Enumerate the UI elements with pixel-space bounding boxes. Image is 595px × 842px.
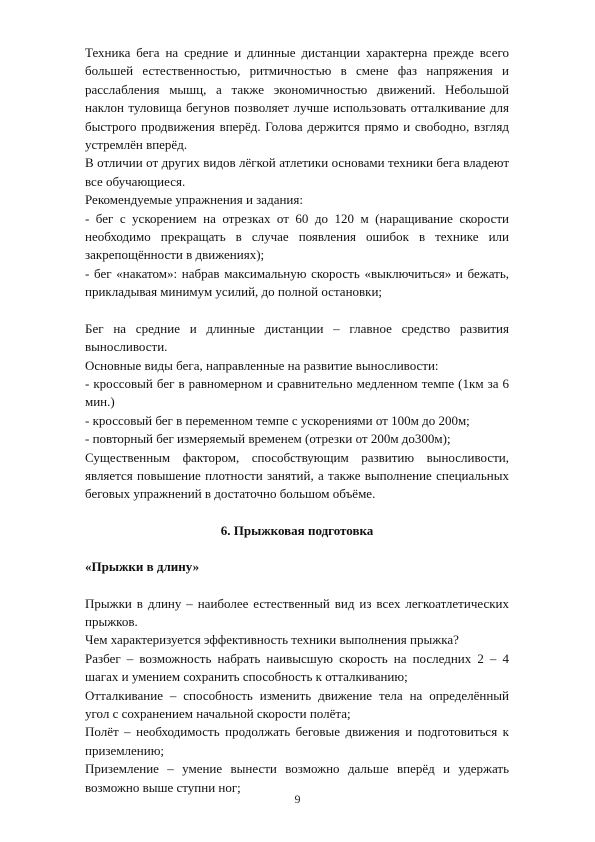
running-type-item: - кроссовый бег в переменном темпе с ускорениями от 100м до 200м; bbox=[85, 412, 470, 428]
running-types-intro: Основные виды бега, направленные на развитие выносливости: bbox=[85, 357, 439, 373]
spacer bbox=[85, 577, 509, 595]
running-basics-paragraph: В отличии от других видов лёгкой атлетики основами техники бега владеют все обучающиеся. bbox=[85, 155, 509, 189]
page-body bbox=[85, 44, 509, 797]
jump-efficiency-question: Чем характеризуется эффективность техники выполнения прыжка? bbox=[85, 632, 459, 648]
spacer bbox=[85, 504, 509, 522]
running-type-item: - кроссовый бег в равномерном и сравнительно медленном темпе (1км за 6 мин.) bbox=[85, 375, 509, 410]
subsection-heading: «Прыжки в длину» bbox=[85, 559, 200, 575]
jump-phase-item: Разбег – возможность набрать наивысшую скорость на последних 2 – 4 шагах и умением сохранить способность к отталкиванию; bbox=[85, 650, 509, 685]
exercise-item: - бег с ускорением на отрезках от 60 до 120 м (наращивание скорости необходимо прекращать в случае появления ошибок в технике или закрепощённости в движениях); bbox=[85, 210, 509, 263]
jump-phase-item: Полёт – необходимость продолжать беговые движения и подготовиться к приземлению; bbox=[85, 724, 509, 758]
running-technique-paragraph: Техника бега на средние и длинные дистанции характерна прежде всего большей естественностью, ритмичностью в смене фаз напряжения и расслабления мышц, а также экономичностью движений. Небольшой наклон туловища бегунов позволяет лучше использовать отталкивание для быстрого продвижения вперёд. Голова держится прямо и свободно, взгляд устремлён вперёд. bbox=[85, 45, 509, 153]
exercise-item: - бег «накатом»: набрав максимальную скорость «выключиться» и бежать, прикладывая минимум усилий, до полной остановки; bbox=[85, 265, 509, 300]
spacer bbox=[85, 302, 509, 320]
long-jump-intro: Прыжки в длину – наиболее естественный вид из всех легкоатлетических прыжков. bbox=[85, 595, 509, 629]
page-number: 9 bbox=[294, 792, 301, 806]
spacer bbox=[85, 540, 509, 558]
endurance-paragraph: Бег на средние и длинные дистанции – главное средство развития выносливости. bbox=[85, 320, 509, 355]
jump-phase-item: Отталкивание – способность изменить движение тела на определённый угол с сохранением начальной скорости полёта; bbox=[85, 687, 509, 721]
jump-phase-item: Приземление – умение вынести возможно дальше вперёд и удержать возможно выше ступни ног; bbox=[85, 761, 509, 795]
endurance-factor-paragraph: Существенным фактором, способствующим развитию выносливости, является повышение плотности занятий, а также выполнение специальных беговых упражнений в достаточно большом объёме. bbox=[85, 449, 509, 502]
running-type-item: - повторный бег измеряемый временем (отрезки от 200м до300м); bbox=[85, 431, 451, 447]
section-heading: 6. Прыжковая подготовка bbox=[220, 522, 374, 538]
exercises-intro: Рекомендуемые упражнения и задания: bbox=[85, 192, 303, 208]
